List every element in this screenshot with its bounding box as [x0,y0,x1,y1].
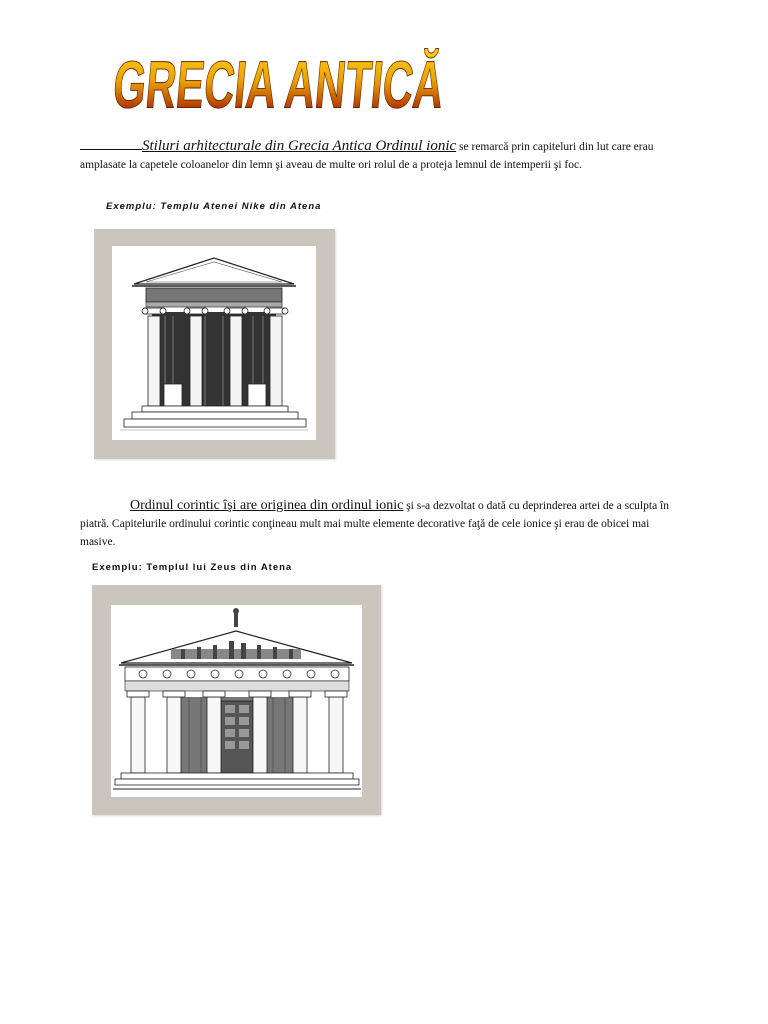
title-text: GRECIA ANTICĂ [110,47,574,123]
wordart-title-graphic [104,40,574,123]
example-ionic-caption: Exemplu: Templu Atenei Nike din Atena [106,201,322,212]
paragraph-ionic [80,137,680,174]
corinthian-heading: Ordinul corintic îşi are originea din ordinul ionic [130,498,404,513]
corinthian-temple-image [92,585,381,815]
example-corinthian-caption: Exemplu: Templul lui Zeus din Atena [92,562,293,573]
wordart-title [104,40,574,123]
ionic-text: se remarcă prin capiteluri din lut care erau amplasate la capetele coloanelor din lemn şi aveau de multe ori rolul de a proteja lemnul de intemperii şi foc. [80,141,654,171]
corinthian-text: şi s-a dezvoltat o dată cu deprinderea artei de a sculpta în piatră. Capitelurile ordinului corintic conţineau mult mai multe elemente decorative faţă de cele ionice şi erau de obicei mai masive. [80,500,669,548]
ionic-temple-image [94,229,335,459]
ionic-temple-drawing-icon [112,246,316,440]
underline-rule [80,137,142,150]
corinthian-temple-drawing-icon [111,605,362,797]
ionic-heading: Stiluri arhitecturale din Grecia Antica Ordinul ionic [142,138,457,154]
paragraph-corinthian [80,497,680,551]
